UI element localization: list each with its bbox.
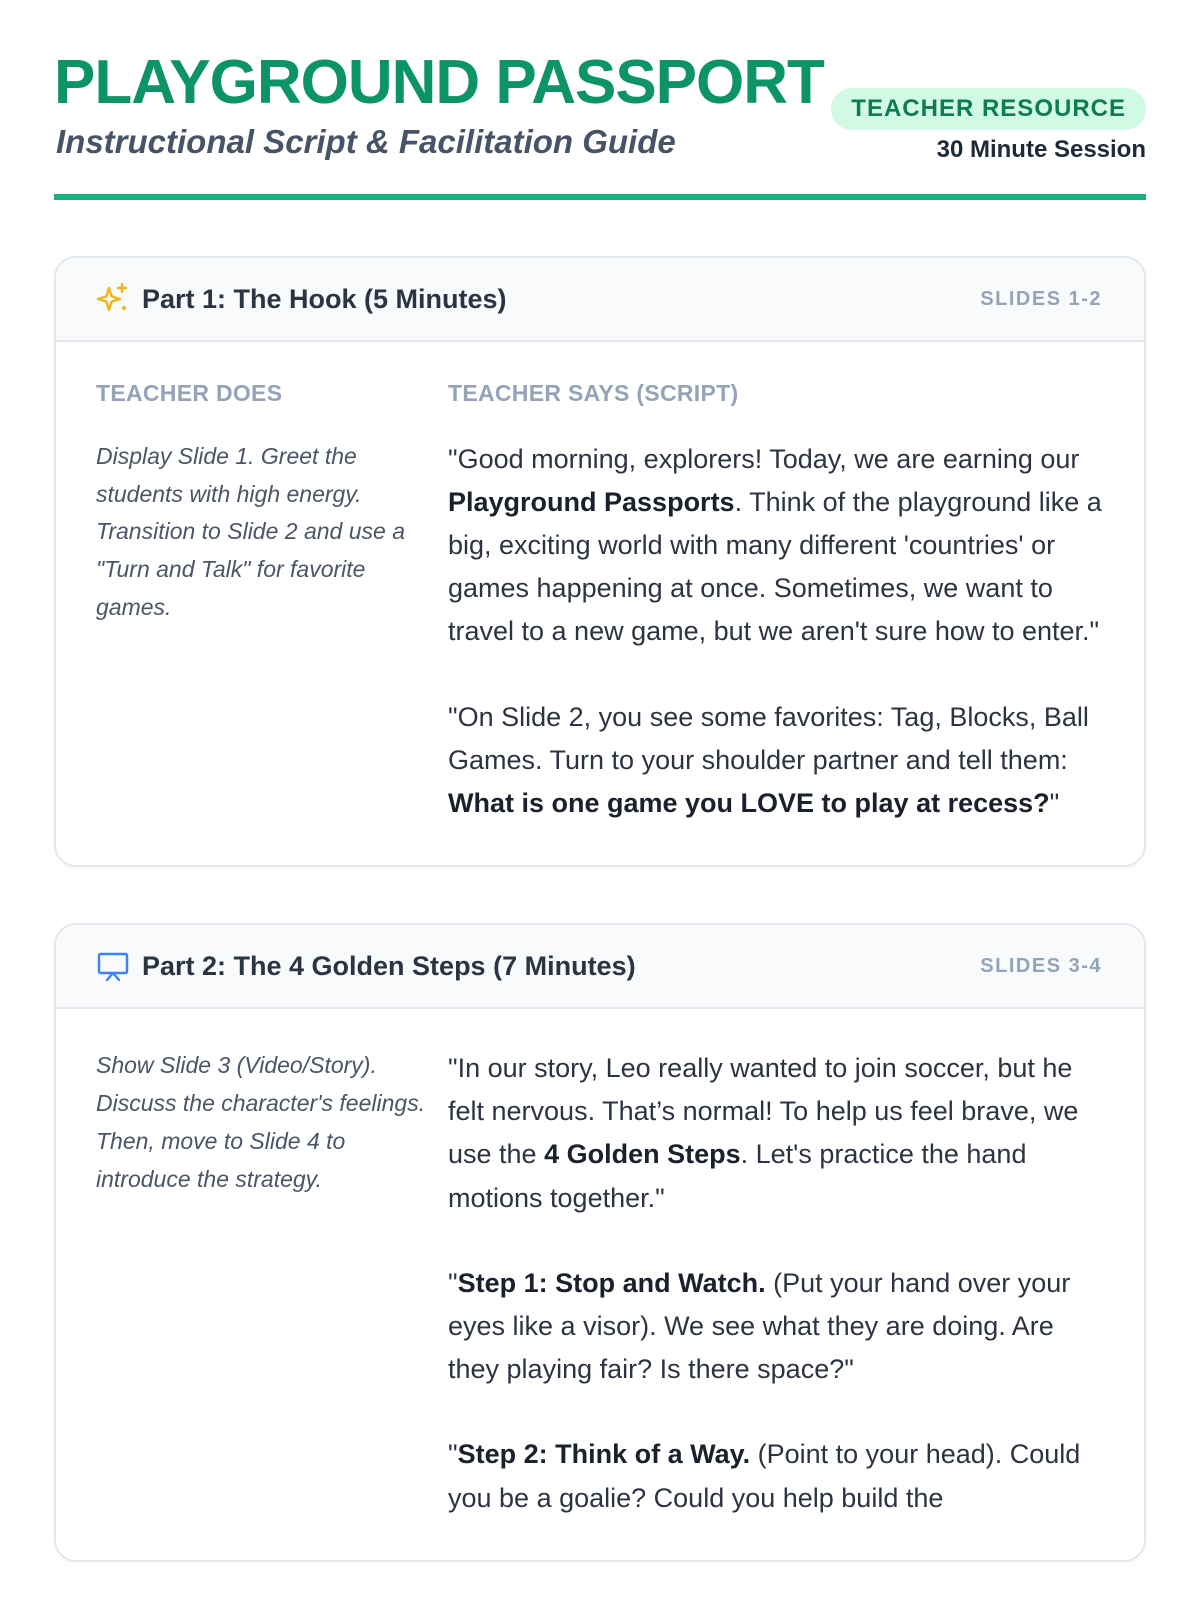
page-subtitle: Instructional Script & Facilitation Guide <box>56 123 676 160</box>
teacher-does-text: Display Slide 1. Greet the students with high energy. Transition to Slide 2 and use a "Turn and Talk" for favorite games. <box>96 442 405 621</box>
script-paragraph: "On Slide 2, you see some favorites: Tag, Blocks, Ball Games. Turn to your shoulder partner and tell them: What is one game you LOVE to play at recess?" <box>448 701 1089 818</box>
script-paragraph: "In our story, Leo really wanted to join soccer, but he felt nervous. That’s normal! To help us feel brave, we use the 4 Golden Steps. Let's practice the hand motions together." <box>448 1053 1079 1213</box>
resource-badge: TEACHER RESOURCE <box>831 88 1146 130</box>
section-card-part-2 <box>54 923 1146 1562</box>
section-title: Part 2: The 4 Golden Steps (7 Minutes) <box>142 950 636 981</box>
session-duration: 30 Minute Session <box>936 136 1146 163</box>
section-header <box>56 258 1144 342</box>
teacher-says-label: TEACHER SAYS (SCRIPT) <box>448 380 739 406</box>
section-body <box>56 1009 1144 1560</box>
section-header <box>56 925 1144 1009</box>
sparkles-icon <box>96 282 130 316</box>
teacher-does-column <box>96 380 448 825</box>
slides-label: SLIDES 3-4 <box>980 954 1102 977</box>
teacher-says-column <box>448 380 1102 825</box>
teacher-says-column <box>448 1047 1102 1520</box>
script-paragraph: "Step 2: Think of a Way. (Point to your head). Could you be a goalie? Could you help build the <box>448 1439 1081 1513</box>
teacher-does-label: TEACHER DOES <box>96 380 283 406</box>
slides-label: SLIDES 1-2 <box>980 287 1102 310</box>
page-title: PLAYGROUND PASSPORT <box>54 48 824 117</box>
section-card-part-1 <box>54 256 1146 867</box>
script-paragraph: "Good morning, explorers! Today, we are earning our Playground Passports. Think of the playground like a big, exciting world with many different 'countries' or games happening at once. Sometimes, we want to travel to a new game, but we aren't sure how to enter." <box>448 443 1102 647</box>
teacher-does-column <box>96 1047 448 1520</box>
script-paragraph: "Step 1: Stop and Watch. (Put your hand over your eyes like a visor). We see what they are doing. Are they playing fair? Is there space?" <box>448 1267 1071 1385</box>
teacher-does-text: Show Slide 3 (Video/Story). Discuss the character's feelings. Then, move to Slide 4 to introduce the strategy. <box>96 1052 426 1192</box>
section-title: Part 1: The Hook (5 Minutes) <box>142 283 507 314</box>
presentation-icon <box>96 949 130 983</box>
page-header <box>54 0 1146 200</box>
section-body <box>56 342 1144 865</box>
